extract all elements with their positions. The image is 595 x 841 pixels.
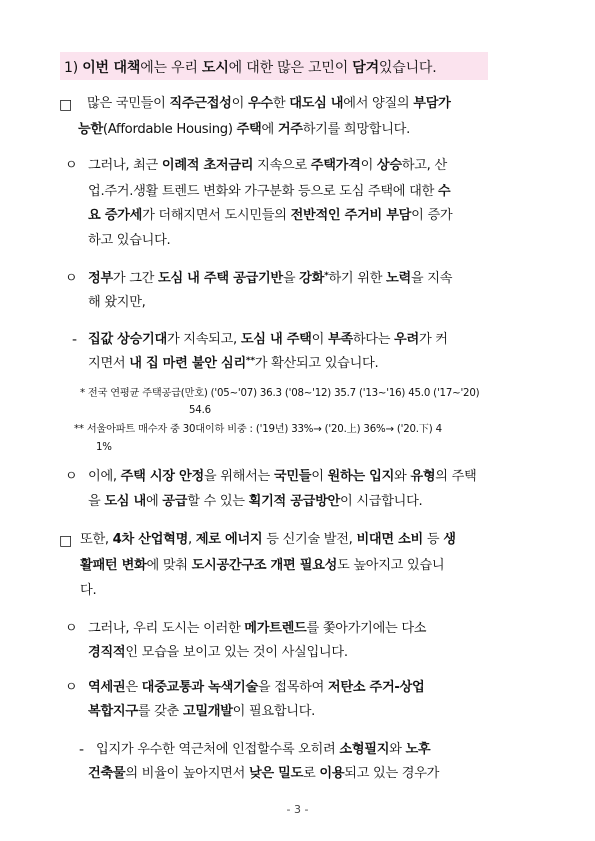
text-line	[88, 767, 439, 780]
text-run: 하고 있습니다.	[88, 233, 171, 248]
text-line	[78, 123, 410, 136]
section-title	[64, 57, 436, 77]
text-run: 메가트렌드	[244, 621, 307, 636]
text-run: 우려	[394, 332, 419, 347]
text-line	[88, 296, 146, 309]
text-run: 인 모습을 보이고 있는 것이 사실입니다.	[125, 645, 348, 660]
footnote-line: 54.6	[189, 405, 211, 416]
text-run: 지속으로	[253, 158, 311, 173]
page-number: - 3 -	[286, 803, 309, 816]
text-run: 을 지속	[410, 271, 453, 286]
text-run: 가 지속되고,	[166, 332, 241, 347]
text-run: 등	[422, 532, 444, 547]
text-run: 도시	[202, 60, 229, 76]
text-run: 입지가 우수한 역근처에 인접할수록 오히려	[96, 742, 340, 757]
text-run: 에는 우리	[140, 60, 203, 76]
circle-bullet-5: ㅇ	[65, 680, 78, 695]
text-run: 이	[360, 158, 377, 173]
text-run: 할 수 있는	[187, 494, 249, 509]
text-run: 또한,	[80, 532, 113, 547]
text-run: 거주	[277, 122, 303, 137]
text-run: 제로 에너지	[195, 532, 263, 547]
text-run: 등 신기술 발전,	[262, 532, 357, 547]
text-run: 집값 상승기대	[88, 332, 167, 347]
text-line	[96, 743, 430, 756]
circle-bullet-2: ㅇ	[65, 271, 78, 286]
text-run: 그러나, 최근	[88, 158, 162, 173]
dash-bullet-1: -	[72, 332, 78, 348]
text-run: 많은 국민들이	[87, 96, 170, 111]
text-run: 은	[125, 680, 142, 695]
text-run: 를 쫓아가기에는 다소	[306, 621, 427, 636]
text-run: 도시공간구조 개편 필요성	[191, 558, 338, 573]
footnote-marker: **	[245, 356, 255, 366]
text-run: 1)	[64, 60, 83, 76]
circle-bullet-4: ㅇ	[65, 621, 78, 636]
square-bullet-1: □	[59, 97, 73, 113]
text-line	[88, 357, 378, 370]
text-run: 이 증가	[411, 208, 453, 223]
text-run: 을	[88, 494, 105, 509]
text-line	[80, 559, 444, 572]
text-line	[88, 209, 452, 222]
text-run: 획기적 공급방안	[248, 494, 340, 509]
text-run: 그러나, 우리 도시는 이러한	[88, 621, 245, 636]
text-line	[88, 495, 422, 508]
text-line	[88, 705, 315, 718]
text-line	[88, 185, 450, 198]
text-run: 와	[394, 469, 411, 484]
text-run: 주택	[236, 122, 262, 137]
text-line	[88, 646, 348, 659]
text-run: 하기 위한	[328, 271, 387, 286]
text-line	[88, 159, 447, 172]
text-run: 가 그간	[112, 271, 158, 286]
text-run: 부담가	[413, 96, 451, 111]
text-run: 이에,	[88, 469, 121, 484]
text-run: 낮은 밀도	[248, 766, 304, 781]
text-run: 도심 내	[104, 494, 146, 509]
text-run: 역세권	[88, 680, 126, 695]
text-run: 복합지구	[88, 704, 138, 719]
text-line	[88, 470, 477, 483]
text-run: 와	[389, 742, 406, 757]
footnote-line: ** 서울아파트 매수자 중 30대이하 비중 : ('19년) 33%→ ('20.上) 36%→ ('20.下) 4	[74, 424, 442, 435]
text-run: 로	[303, 766, 320, 781]
text-run: 원하는 입지	[327, 469, 395, 484]
footnote-line: 1%	[96, 442, 112, 453]
text-run: 이	[231, 96, 248, 111]
text-run: 비대면 소비	[356, 532, 423, 547]
text-run: 하고, 산	[401, 158, 447, 173]
text-line	[80, 584, 96, 597]
text-run: 이번 대책	[82, 60, 141, 76]
text-run: 의 비율이 높아지면서	[125, 766, 249, 781]
text-line	[88, 681, 424, 694]
text-run: 내 집 마련 불안 심리	[129, 356, 246, 371]
square-bullet-2: □	[59, 533, 73, 549]
footnote-line: * 전국 연평균 주택공급(만호) ('05~'07) 36.3 ('08~'12) 35.7 ('13~'16) 45.0 ('17~'20)	[80, 388, 480, 399]
text-run: 지면서	[88, 356, 130, 371]
circle-bullet-3: ㅇ	[65, 469, 78, 484]
text-run: 유형	[410, 469, 436, 484]
text-run: 능한	[78, 122, 103, 137]
circle-bullet-1: ㅇ	[65, 158, 78, 173]
text-run: 를 갖춘	[137, 704, 183, 719]
text-run: 에 대한 많은 고민이	[228, 60, 353, 76]
text-run: 4차 산업혁명	[112, 532, 189, 547]
text-run: 하기를 희망합니다.	[302, 122, 410, 137]
text-run: 있습니다.	[378, 60, 437, 76]
text-run: 생	[443, 532, 456, 547]
text-run: 저탄소 주거-상업	[327, 680, 425, 695]
text-run: 의 주택	[435, 469, 477, 484]
text-run: 노후	[405, 742, 431, 757]
text-run: 을 접목하여	[257, 680, 328, 695]
dash-bullet-2: -	[79, 742, 85, 758]
text-run: 이	[311, 332, 328, 347]
text-run: 이례적 초저금리	[161, 158, 254, 173]
text-run: 한	[272, 96, 290, 111]
text-run: 이 필요합니다.	[232, 704, 316, 719]
text-run: 도심 내 주택	[240, 332, 312, 347]
text-line	[87, 97, 451, 110]
text-run: 가 더해지면서 도시민들의	[142, 208, 291, 223]
text-run: (Affordable Housing)	[102, 122, 237, 137]
text-run: 부족	[327, 332, 353, 347]
text-run: 강화	[299, 271, 325, 286]
text-line	[88, 272, 452, 285]
text-run: 주택 시장 안정	[120, 469, 204, 484]
text-line	[80, 533, 456, 546]
text-run: 요 증가세	[88, 208, 143, 223]
text-run: 을	[282, 271, 300, 286]
text-run: 을 위해서는	[203, 469, 274, 484]
text-run: 담겨	[352, 60, 379, 76]
text-line	[88, 234, 170, 247]
text-run: 가 확산되고 있습니다.	[254, 356, 379, 371]
text-run: 직주근접성	[169, 96, 232, 111]
text-run: 해 왔지만,	[88, 295, 146, 310]
text-run: 이용	[319, 766, 345, 781]
text-line	[88, 333, 448, 346]
text-run: 도 높아지고 있습니	[337, 558, 445, 573]
text-run: 활패턴 변화	[80, 558, 147, 573]
text-run: 우수	[247, 96, 273, 111]
text-run: 에	[261, 122, 278, 137]
text-line	[88, 622, 426, 635]
text-run: ,	[188, 532, 196, 547]
text-run: 주택가격	[310, 158, 361, 173]
text-run: 대도심 내	[289, 96, 344, 111]
text-run: 대중교통과 녹색기술	[141, 680, 258, 695]
text-run: 하다는	[352, 332, 395, 347]
text-run: 되고 있는 경우가	[344, 766, 440, 781]
text-run: 정부	[88, 271, 113, 286]
text-run: 업.주거.생활 트렌드 변화와 가구분화 등으로 도심 주택에 대한	[88, 184, 438, 199]
text-run: 에 맞춰	[146, 558, 192, 573]
text-run: 다.	[80, 583, 97, 598]
text-run: 이 시급합니다.	[340, 494, 423, 509]
text-run: 에	[145, 494, 163, 509]
text-run: 경직적	[88, 645, 126, 660]
text-run: 가 커	[418, 332, 448, 347]
text-run: 도심 내 주택 공급기반	[158, 271, 283, 286]
text-run: 에서 양질의	[343, 96, 414, 111]
text-run: 상승	[376, 158, 402, 173]
footnote-marker: *	[324, 271, 329, 281]
text-run: 소형필지	[339, 742, 390, 757]
text-run: 수	[437, 184, 451, 199]
text-run: 건축물	[88, 766, 126, 781]
text-run: 이	[311, 469, 328, 484]
text-run: 공급	[162, 494, 188, 509]
text-run: 노력	[386, 271, 411, 286]
text-run: 고밀개발	[182, 704, 233, 719]
text-run: 국민들	[273, 469, 312, 484]
text-run: 전반적인 주거비 부담	[290, 208, 412, 223]
